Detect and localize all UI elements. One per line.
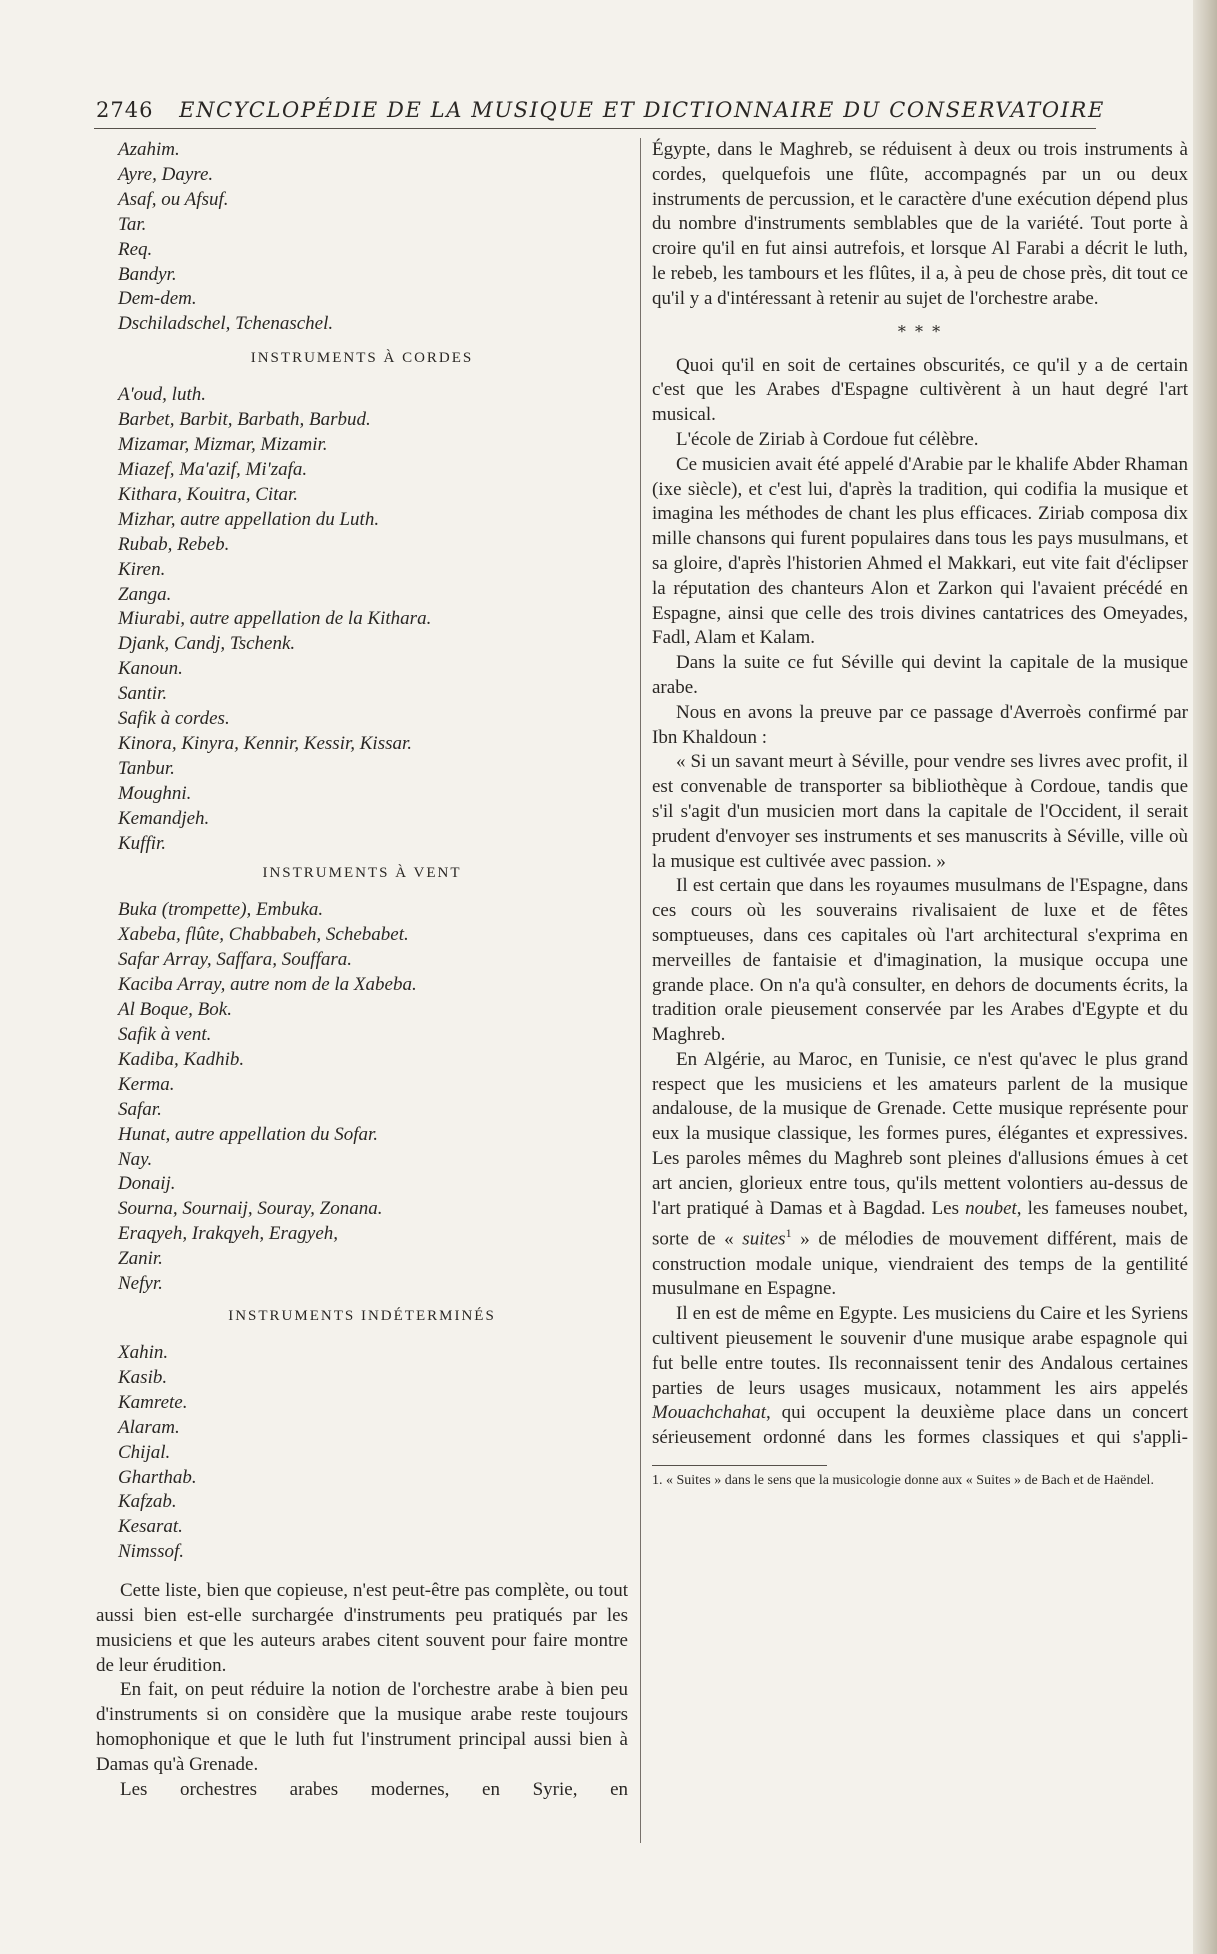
instrument-entry: Zanir. bbox=[118, 1248, 163, 1270]
paragraph: Quoi qu'il en soit de certaines obscurités, ce qu'il y a de certain c'est que les Arabes d'Espagne cultivèrent à un haut degré l'art musical. bbox=[652, 354, 1188, 426]
instrument-entry: Hunat, autre appellation du Sofar. bbox=[118, 1123, 379, 1145]
section-heading-indetermines: INSTRUMENTS INDÉTERMINÉS bbox=[228, 1307, 496, 1324]
section-separator: * * * bbox=[897, 321, 943, 341]
instrument-entry: Dem-dem. bbox=[118, 288, 197, 310]
instrument-list-percussion bbox=[96, 138, 628, 337]
paragraph: Nous en avons la preuve par ce passage d'Averroès confirmé par Ibn Khaldoun : bbox=[652, 701, 1188, 748]
paragraph: Il est certain que dans les royaumes musulmans de l'Espagne, dans ces cours où les souverains rivalisaient de luxe et de fêtes somptueuses, dans ces capitales où l'art architectural s'exprima en merveilles de fantaisie et d'imagination, la musique occupa une grande place. On n'a qu'à consulter, en dehors de documents écrits, la tradition orale pieusement conservée par les Arabes d'Egypte et du Maghreb. bbox=[652, 875, 1188, 1046]
instrument-entry: Sourna, Sournaij, Souray, Zonana. bbox=[118, 1198, 383, 1220]
footnote: 1. « Suites » dans le sens que la musicologie donne aux « Suites » de Bach et de Haëndel. bbox=[652, 1472, 1154, 1488]
page-number: 2746 bbox=[96, 98, 154, 122]
page-header bbox=[96, 98, 1105, 122]
paragraph: Dans la suite ce fut Séville qui devint la capitale de la musique arabe. bbox=[652, 652, 1188, 698]
instrument-entry: Buka (trompette), Embuka. bbox=[118, 899, 324, 921]
instrument-entry: Rubab, Rebeb. bbox=[118, 533, 230, 555]
instrument-entry: Donaij. bbox=[118, 1173, 176, 1195]
instrument-entry: Kesarat. bbox=[118, 1516, 183, 1538]
instrument-entry: Xahin. bbox=[118, 1341, 169, 1363]
paragraph: L'école de Ziriab à Cordoue fut célèbre. bbox=[676, 428, 979, 450]
instrument-entry: Bandyr. bbox=[118, 263, 177, 285]
page-edge bbox=[1193, 0, 1217, 1954]
instrument-entry: Nefyr. bbox=[118, 1273, 163, 1295]
instrument-entry: Kafzab. bbox=[118, 1491, 177, 1513]
instrument-entry: Chijal. bbox=[118, 1441, 171, 1463]
instrument-entry: Req. bbox=[118, 238, 153, 260]
instrument-entry: A'oud, luth. bbox=[118, 384, 206, 406]
instrument-entry: Kerma. bbox=[118, 1073, 175, 1095]
instrument-entry: Safik à cordes. bbox=[118, 708, 230, 730]
quotation: « Si un savant meurt à Séville, pour vendre ses livres avec profit, il est convenable de transporter sa bibliothèque à Cordoue, tandis que s'il s'agit d'un musicien mort dans la capitale de l'Occident, il serait prudent d'envoyer ses instruments et ses manuscrits à Séville, ville où la musique est cultivée avec passion. » bbox=[652, 751, 1188, 872]
instrument-entry: Tar. bbox=[118, 213, 147, 235]
header-rule bbox=[94, 128, 1096, 129]
paragraph: Les orchestres arabes modernes, en Syrie, en bbox=[120, 1778, 628, 1800]
paragraph bbox=[652, 1302, 1188, 1451]
instrument-entry: Kadiba, Kadhib. bbox=[118, 1048, 245, 1070]
text-run: , les fameuses noubet, sorte de « bbox=[652, 1197, 1188, 1250]
text-run: » de mélodies de mouvement différent, mais de construction modale unique, viendraient des temps de la gentilité musulmane en Espagne. bbox=[652, 1228, 1188, 1300]
italic-term: Mouachchahat bbox=[652, 1402, 766, 1424]
instrument-entry: Safar. bbox=[118, 1098, 162, 1120]
instrument-entry: Djank, Candj, Tschenk. bbox=[118, 633, 296, 655]
instrument-entry: Mizamar, Mizmar, Mizamir. bbox=[118, 434, 328, 456]
text-run: Il en est de même en Egypte. Les musiciens du Caire et les Syriens cultivent pieusement le souvenir d'une musique arabe espagnole qui fut belle entre toutes. Ils reconnaissent tenir des Andalous certaines parties de leurs usages musicaux, notamment les airs appelés bbox=[652, 1303, 1188, 1399]
instrument-entry: Kamrete. bbox=[118, 1391, 188, 1413]
instrument-entry: Kaciba Array, autre nom de la Xabeba. bbox=[118, 974, 417, 996]
instrument-entry: Al Boque, Bok. bbox=[118, 999, 232, 1021]
instrument-entry: Azahim. bbox=[118, 139, 180, 160]
instrument-list-vent bbox=[96, 898, 628, 1297]
instrument-entry: Kinora, Kinyra, Kennir, Kessir, Kissar. bbox=[118, 732, 413, 754]
instrument-entry: Eraqyeh, Irakqyeh, Eragyeh, bbox=[118, 1223, 339, 1245]
instrument-entry: Kuffir. bbox=[118, 832, 167, 854]
instrument-entry: Gharthab. bbox=[118, 1466, 197, 1488]
instrument-list-cordes bbox=[96, 383, 628, 856]
instrument-list-indetermines bbox=[96, 1341, 628, 1565]
instrument-entry: Kasib. bbox=[118, 1366, 168, 1388]
paragraph: Ce musicien avait été appelé d'Arabie par le khalife Abder Rhaman (ixe siècle), et c'est lui, d'après la tradition, qui codifia la musique et imagina les méthodes de chant les plus efficaces. Ziriab composa dix mille chansons qui furent populaires dans tous les pays musulmans, et sa gloire, d'après l'historien Ahmed el Makkari, eut vite fait d'éclipser la réputation des chanteurs Alon et Zarkon qui l'avaient précédé en Espagne, ainsi que celle des trois divines cantatrices des Omeyades, Fadl, Alam et Kalam. bbox=[652, 453, 1188, 649]
instrument-entry: Kithara, Kouitra, Citar. bbox=[118, 483, 299, 505]
instrument-entry: Kemandjeh. bbox=[118, 807, 210, 829]
italic-term: noubet bbox=[965, 1197, 1017, 1219]
paragraph: En fait, on peut réduire la notion de l'orchestre arabe à bien peu d'instruments si on considère que la musique arabe reste toujours homophonique et que le luth fut l'instrument principal aussi bien à Damas qu'à Grenade. bbox=[96, 1679, 628, 1775]
instrument-entry: Asaf, ou Afsuf. bbox=[118, 188, 229, 210]
paragraph: Cette liste, bien que copieuse, n'est peut-être pas complète, ou tout aussi bien est-elle surchargée d'instruments peu pratiqués par les musiciens et que les auteurs arabes citent souvent pour faire montre de leur érudition. bbox=[96, 1580, 628, 1676]
running-title: ENCYCLOPÉDIE DE LA MUSIQUE ET DICTIONNAIRE DU CONSERVATOIRE bbox=[179, 98, 1105, 122]
instrument-entry: Nimssof. bbox=[118, 1541, 184, 1563]
instrument-entry: Ayre, Dayre. bbox=[118, 163, 214, 185]
instrument-entry: Kanoun. bbox=[118, 658, 183, 680]
paragraph bbox=[652, 1048, 1188, 1302]
section-heading-cordes: INSTRUMENTS À CORDES bbox=[250, 350, 474, 367]
italic-term: suites bbox=[742, 1228, 786, 1250]
instrument-entry: Miurabi, autre appellation de la Kithara. bbox=[118, 608, 432, 630]
text-run: En Algérie, au Maroc, en Tunisie, ce n'est qu'avec le plus grand respect que les musiciens et les amateurs parlent de la musique andalouse, de la musique de Grenade. Cette musique représente pour eux la musique classique, les formes pures, élégantes et expressives. Les paroles mêmes du Maghreb sont pleines d'allusions émues à cet art ancien, glorieux entre tous, qu'ils mettent volontiers au-dessus de l'art pratiqué à Damas et à Bagdad. Les bbox=[652, 1048, 1188, 1219]
instrument-entry: Santir. bbox=[118, 683, 168, 705]
instrument-entry: Miazef, Ma'azif, Mi'zafa. bbox=[118, 458, 308, 480]
instrument-entry: Safar Array, Saffara, Souffara. bbox=[118, 949, 353, 971]
instrument-entry: Tanbur. bbox=[118, 757, 175, 779]
instrument-entry: Mizhar, autre appellation du Luth. bbox=[118, 508, 380, 530]
footnote-rule bbox=[652, 1465, 827, 1466]
instrument-entry: Alaram. bbox=[118, 1416, 180, 1438]
right-column bbox=[652, 138, 1188, 1490]
footnote-ref: 1 bbox=[785, 1226, 792, 1241]
column-divider bbox=[640, 138, 641, 1843]
instrument-entry: Barbet, Barbit, Barbath, Barbud. bbox=[118, 409, 371, 431]
instrument-entry: Nay. bbox=[118, 1148, 153, 1170]
instrument-entry: Xabeba, flûte, Chabbabeh, Schebabet. bbox=[118, 924, 409, 946]
instrument-entry: Safik à vent. bbox=[118, 1024, 212, 1045]
instrument-entry: Kiren. bbox=[118, 558, 166, 580]
left-column bbox=[96, 138, 628, 1802]
section-heading-vent: INSTRUMENTS À VENT bbox=[262, 865, 462, 882]
instrument-entry: Moughni. bbox=[118, 782, 192, 804]
instrument-entry: Zanga. bbox=[118, 583, 172, 605]
text-run: , qui occupent la deuxième place dans un concert sérieusement ordonné dans les formes classiques et qui s'appli- bbox=[652, 1402, 1188, 1449]
instrument-entry: Dschiladschel, Tchenaschel. bbox=[118, 313, 334, 335]
paragraph: Égypte, dans le Maghreb, se réduisent à deux ou trois instruments à cordes, quelquefois une flûte, accompagnés par un ou deux instruments de percussion, et le caractère d'une exécution dépend plus du nombre d'instruments semblables que de la variété. Tout porte à croire qu'il en fut ainsi autrefois, et lorsque Al Farabi a décrit le luth, le rebeb, les tambours et les flûtes, il a, à peu de chose près, dit tout ce qu'il y a d'intéressant à retenir au sujet de l'orchestre arabe. bbox=[652, 139, 1188, 309]
